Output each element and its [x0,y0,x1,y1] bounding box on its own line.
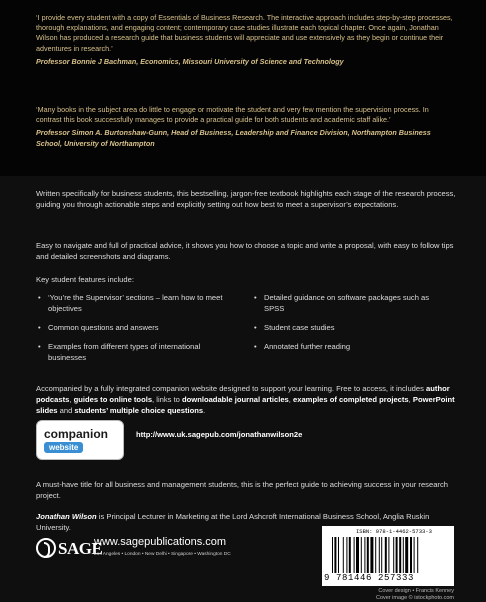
barcode-bars-icon [332,537,444,573]
feature-item: • Common questions and answers [36,322,226,333]
features-heading: Key student features include: [36,275,134,284]
author-name: Jonathan Wilson [36,512,97,521]
testimonial-attribution: Professor Bonnie J Bachman, Economics, Missouri University of Science and Technology [36,56,344,66]
features-column-left [36,292,226,371]
intro-paragraph: Written specifically for business students, this bestselling, jargon-free textbook highlights each stage of the research process, guiding you through actionable steps and explicitly setting out how best to meet a supervisor’s expectations. [36,189,456,209]
barcode [322,526,454,586]
isbn-label: ISBN: 978-1-4462-5733-3 [356,528,432,535]
feature-item: • ‘You’re the Supervisor’ sections – learn how to meet objectives [36,292,226,314]
sage-wordmark: SAGE [58,539,103,558]
feature-item: • Examples from different types of international businesses [36,341,226,363]
publisher-cities: Los Angeles • London • New Delhi • Singapore • Washington DC [94,552,231,557]
testimonials-panel [0,0,486,176]
barcode-number: 9 781446 257333 [324,573,415,583]
credit-image: Cover image © istockphoto.com [375,595,454,601]
navigate-paragraph: Easy to navigate and full of practical advice, it shows you how to choose a topic and write a proposal, with easy to follow tips and detailed screenshots and diagrams. [36,241,454,261]
features-column-right [252,292,442,360]
testimonial-text: ‘I provide every student with a copy of Essentials of Business Research. The interactive approach includes step-by-step processes, thorough explanations, and engaging content; contemporary case studies illustrate each topical chapter. Once again, Jonathan Wilson has produced a research guide that business students will appreciate and use extensively as they begin or continue their adventures in research.’ [36,13,453,53]
testimonial-text: ‘Many books in the subject area do little to engage or motivate the student and very few mention the supervision process. In contrast this book successfully manages to provide a practical guide for both students and academic staff alike.’ [36,105,429,125]
closing-paragraph: A must-have title for all business and management students, this is the perfect guide to achieving success in your research project. [36,480,448,500]
testimonial-2 [36,105,456,149]
feature-item: • Annotated further reading [252,341,442,352]
testimonial-attribution: Professor Simon A. Burtonshaw-Gunn, Head of Business, Leadership and Finance Division, Northampton Business School, University of Northampton [36,128,431,148]
sage-logo [36,536,103,562]
companion-website-logo [36,420,124,460]
feature-item: • Detailed guidance on software packages such as SPSS [252,292,442,314]
credit-design: Cover design • Francis Kenney [378,588,454,594]
companion-logo-word: companion [44,427,109,441]
companion-website-link[interactable]: http://www.uk.sagepub.com/jonathanwilson2e [136,430,303,439]
companion-paragraph: Accompanied by a fully integrated companion website designed to support your learning. Free to access, it includes author podcasts, guides to online tools, links to downloadable journal articles, examples of completed projects, PowerPoint slides and students’ multiple choice questions. [36,384,455,415]
feature-item: • Student case studies [252,322,442,333]
author-bio: Jonathan Wilson is Principal Lecturer in Marketing at the Lord Ashcroft International Business School, Anglia Ruskin University. [36,512,430,532]
publisher-url[interactable]: www.sagepublications.com [94,536,227,548]
companion-logo-badge: website [44,442,83,453]
testimonial-1 [36,13,456,67]
sage-emblem-icon [36,538,56,558]
